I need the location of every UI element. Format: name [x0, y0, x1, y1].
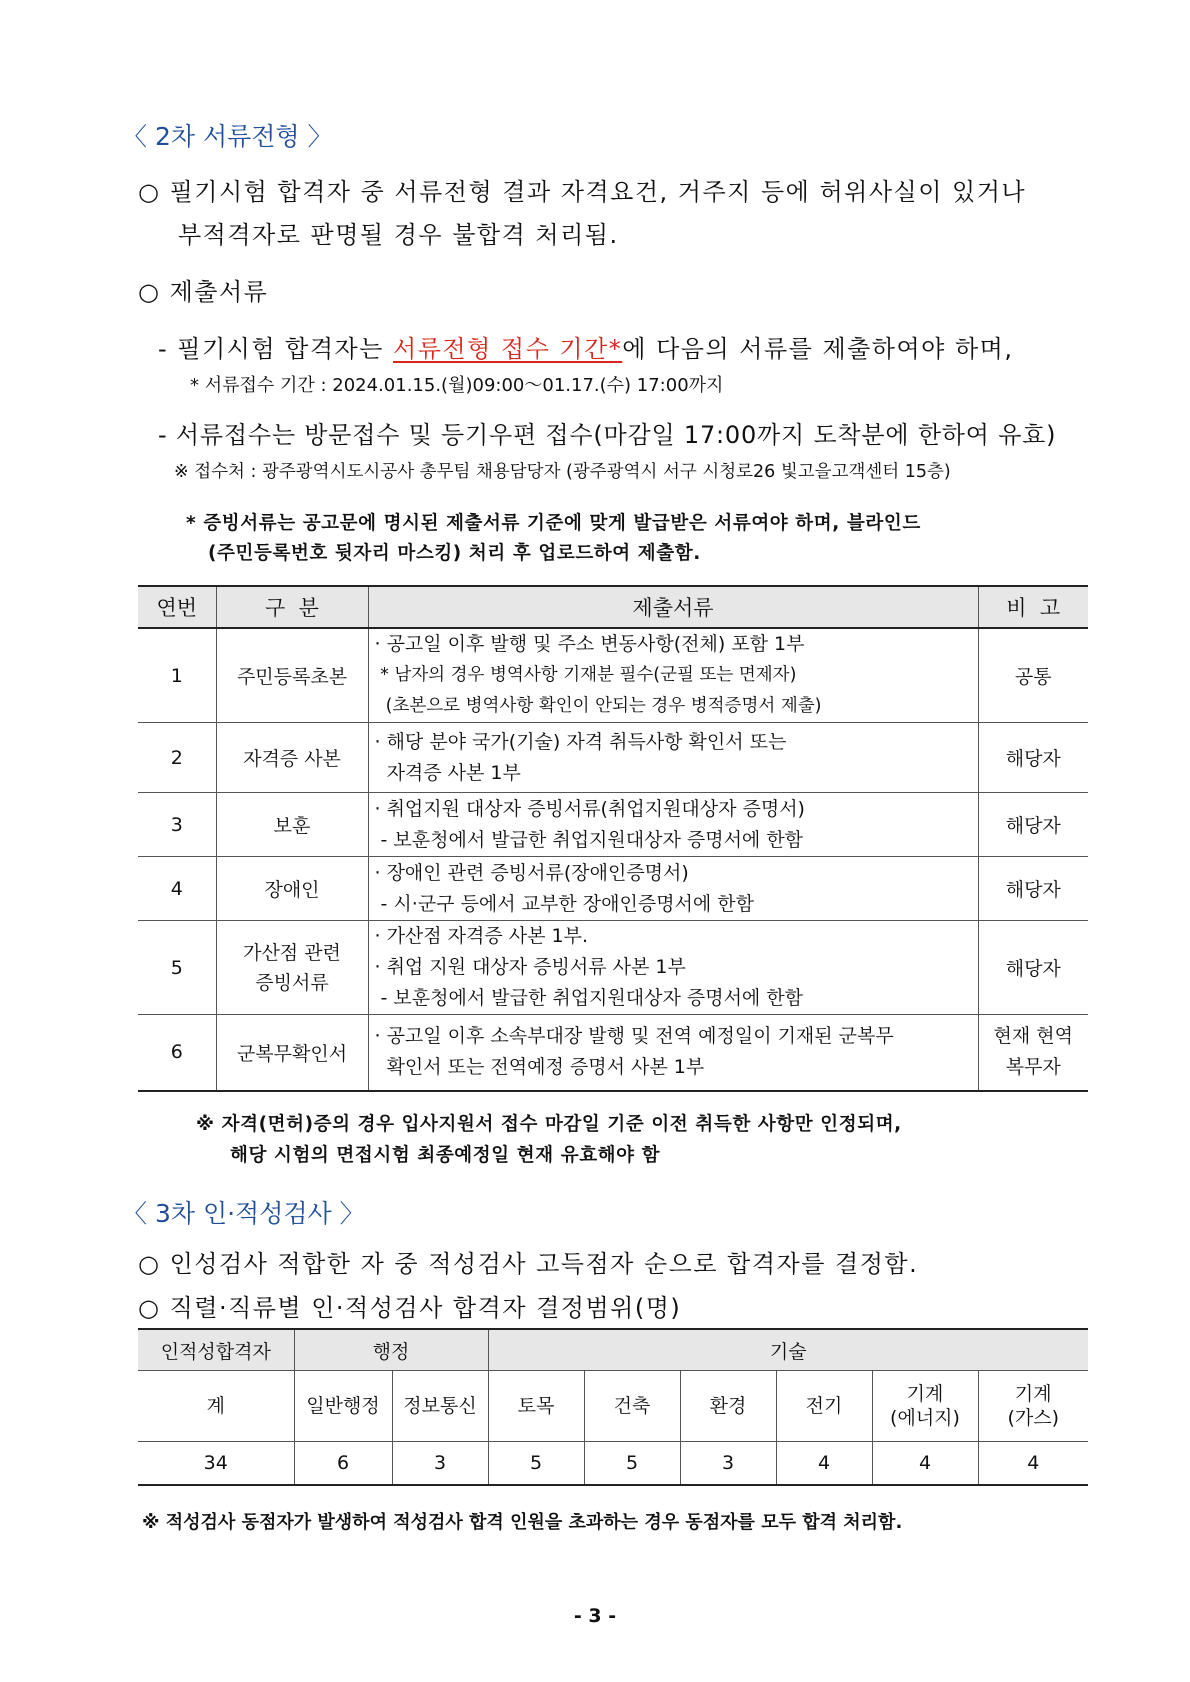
sub-admin: 정보통신 — [392, 1371, 488, 1442]
doc-line: · 가산점 자격증 사본 1부. — [374, 925, 589, 947]
sub-tech: 기계 (에너지) — [872, 1371, 978, 1442]
sub-tech: 건축 — [584, 1371, 680, 1442]
row-no: 3 — [138, 793, 216, 857]
submission-period-post: 에 다음의 서류를 제출하여야 하며, — [622, 335, 1014, 363]
page-number: - 3 - — [573, 1605, 617, 1627]
tech-value: 5 — [584, 1442, 680, 1486]
doc-line: · 취업지원 대상자 증빙서류(취업지원대상자 증명서) — [374, 797, 805, 820]
doc-line: * 남자의 경우 병역사항 기재분 필수(군필 또는 면제자) — [374, 665, 797, 685]
tie-note: ※ 적성검사 동점자가 발생하여 적성검사 합격 인원을 초과하는 경우 동점자를 모두 합격 처리함. — [142, 1512, 903, 1533]
table-row — [138, 793, 1088, 857]
row-category: 자격증 사본 — [216, 723, 368, 793]
section3-bullet2: ○ 직렬·직류별 인·적성검사 합격자 결정범위(명) — [138, 1294, 682, 1322]
tech-value: 4 — [776, 1442, 872, 1486]
doc-line: · 장애인 관련 증빙서류(장애인증명서) — [374, 861, 689, 884]
table-group-header — [138, 1329, 1088, 1371]
section2-bullet2: ○ 제출서류 — [138, 278, 269, 306]
row-docs — [368, 921, 978, 1015]
aptitude-pass-table — [138, 1328, 1088, 1486]
sub-tech: 기계 (가스) — [978, 1371, 1088, 1442]
row-category: 주민등록초본 — [216, 628, 368, 723]
sub-tech: 전기 — [776, 1371, 872, 1442]
doc-line: - 보훈청에서 발급한 취업지원대상자 증명서에 한함 — [374, 987, 804, 1009]
group-tech: 기술 — [488, 1329, 1088, 1371]
submission-period-highlight: 서류전형 접수 기간* — [393, 335, 623, 363]
submission-period-line — [158, 329, 1014, 364]
proof-note-line2: (주민등록번호 뒷자리 마스킹) 처리 후 업로드하여 제출함. — [208, 543, 701, 564]
row-note: 해당자 — [978, 857, 1088, 921]
row-note: 해당자 — [978, 723, 1088, 793]
table-row — [138, 857, 1088, 921]
doc-line: · 해당 분야 국가(기술) 자격 취득사항 확인서 또는 — [374, 730, 787, 753]
doc-line: · 취업 지원 대상자 증빙서류 사본 1부 — [374, 956, 686, 978]
section2-title: 〈 2차 서류전형 〉 — [122, 122, 333, 151]
sub-admin: 일반행정 — [294, 1371, 392, 1442]
row-no: 5 — [138, 921, 216, 1015]
row-note: 해당자 — [978, 921, 1088, 1015]
header-note: 비 고 — [978, 586, 1088, 628]
period-note: * 서류접수 기간 : 2024.01.15.(월)09:00～01.17.(수) 17:00까지 — [190, 375, 724, 396]
doc-line: · 공고일 이후 소속부대장 발행 및 전역 예정일이 기재된 군복무 — [374, 1025, 894, 1048]
proof-note-line1: * 증빙서류는 공고문에 명시된 제출서류 기준에 맞게 발급받은 서류여야 하며, 블라인드 — [186, 513, 921, 534]
section3-bullet1: ○ 인성검사 적합한 자 중 적성검사 고득점자 순으로 합격자를 결정함. — [138, 1250, 919, 1278]
group-admin: 행정 — [294, 1329, 488, 1371]
table-row — [138, 723, 1088, 793]
row-docs — [368, 793, 978, 857]
table-row — [138, 628, 1088, 723]
tech-value: 4 — [978, 1442, 1088, 1486]
doc-line: (초본으로 병역사항 확인이 안되는 경우 병적증명서 제출) — [374, 696, 822, 716]
submission-period-pre: - 필기시험 합격자는 — [158, 335, 394, 363]
row-note: 해당자 — [978, 793, 1088, 857]
doc-line: · 공고일 이후 발행 및 주소 변동사항(전체) 포함 1부 — [374, 633, 805, 655]
total-label: 계 — [138, 1371, 294, 1442]
doc-line: - 보훈청에서 발급한 취업지원대상자 증명서에 한함 — [374, 828, 804, 851]
row-docs — [368, 857, 978, 921]
table-row — [138, 1015, 1088, 1091]
admin-value: 6 — [294, 1442, 392, 1486]
table-values-row — [138, 1442, 1088, 1486]
row-category: 보훈 — [216, 793, 368, 857]
admin-value: 3 — [392, 1442, 488, 1486]
row-category: 가산점 관련 증빙서류 — [216, 921, 368, 1015]
license-note-line1: ※ 자격(면허)증의 경우 입사지원서 접수 마감일 기준 이전 취득한 사항만 인정되며, — [196, 1114, 902, 1135]
documents-table — [138, 585, 1088, 1092]
license-note-line2: 해당 시험의 면접시험 최종예정일 현재 유효해야 함 — [230, 1145, 661, 1166]
doc-line: - 시·군구 등에서 교부한 장애인증명서에 한함 — [374, 892, 755, 915]
tech-value: 4 — [872, 1442, 978, 1486]
tech-value: 5 — [488, 1442, 584, 1486]
row-no: 2 — [138, 723, 216, 793]
total-value: 34 — [138, 1442, 294, 1486]
address-note: ※ 접수처 : 광주광역시도시공사 총무팀 채용담당자 (광주광역시 서구 시청로26 빛고을고객센터 15층) — [174, 462, 951, 482]
row-no: 6 — [138, 1015, 216, 1091]
row-category: 군복무확인서 — [216, 1015, 368, 1091]
row-category: 장애인 — [216, 857, 368, 921]
row-no: 4 — [138, 857, 216, 921]
sub-tech: 환경 — [680, 1371, 776, 1442]
row-no: 1 — [138, 628, 216, 723]
section2-bullet1-line1: ○ 필기시험 합격자 중 서류전형 결과 자격요건, 거주지 등에 허위사실이 있거나 — [138, 178, 1027, 206]
section3-title: 〈 3차 인·적성검사 〉 — [122, 1199, 365, 1228]
row-docs — [368, 628, 978, 723]
row-note: 공통 — [978, 628, 1088, 723]
doc-line: 확인서 또는 전역예정 증명서 사본 1부 — [374, 1056, 705, 1079]
section2-bullet1-line2: 부적격자로 판명될 경우 불합격 처리됨. — [178, 221, 619, 249]
tech-value: 3 — [680, 1442, 776, 1486]
header-no: 연번 — [138, 586, 216, 628]
submission-method-line: - 서류접수는 방문접수 및 등기우편 접수(마감일 17:00까지 도착분에 한하여 유효) — [158, 421, 1057, 449]
documents-table-header — [138, 586, 1088, 628]
row-docs — [368, 723, 978, 793]
row-note: 현재 현역 복무자 — [978, 1015, 1088, 1091]
corner-cell: 인적성합격자 — [138, 1329, 294, 1371]
doc-line: 자격증 사본 1부 — [374, 761, 521, 784]
table-sub-header — [138, 1371, 1088, 1442]
row-docs — [368, 1015, 978, 1091]
sub-tech: 토목 — [488, 1371, 584, 1442]
header-category: 구 분 — [216, 586, 368, 628]
table-row — [138, 921, 1088, 1015]
header-docs: 제출서류 — [368, 586, 978, 628]
